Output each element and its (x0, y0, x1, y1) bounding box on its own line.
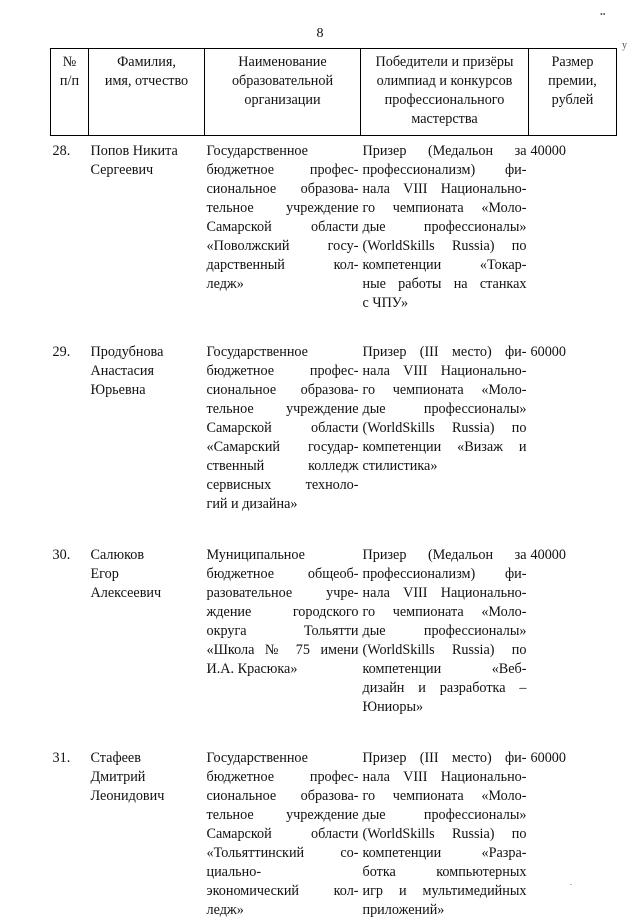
organization-line: ственный колледж (207, 457, 359, 476)
header-number: № п/п (51, 49, 89, 136)
award-description (361, 717, 529, 920)
award-line: нала VIII Национально- (363, 768, 527, 787)
award-line: компетенции «Разра- (363, 844, 527, 863)
organization-line: бюджетное общеоб- (207, 565, 359, 584)
organization-line: экономический кол- (207, 882, 359, 901)
organization-line: Самарской области (207, 419, 359, 438)
page-number: 8 (0, 26, 640, 42)
organization-line: «Тольяттинский со- (207, 844, 359, 863)
award-line: дые профессионалы» (363, 622, 527, 641)
awards-table (50, 48, 617, 920)
header-organization: Наименование образовательной организации (205, 49, 361, 136)
award-line: Призер (Медальон за (363, 546, 527, 565)
organization (205, 514, 361, 717)
name-line: Попов Никита (91, 142, 203, 161)
organization-line: сиональное образова- (207, 381, 359, 400)
organization-line: ледж» (207, 901, 359, 920)
margin-mark-right: у (622, 40, 627, 51)
name-line: Алексеевич (91, 584, 203, 603)
organization-line: тельное учреждение (207, 199, 359, 218)
award-description (361, 313, 529, 514)
award-line: (WorldSkills Russia) по (363, 419, 527, 438)
prize-amount: 60000 (529, 717, 617, 920)
row-number: 31. (51, 717, 89, 920)
organization-line: ждение городского (207, 603, 359, 622)
organization-line: бюджетное профес- (207, 161, 359, 180)
award-line: игр и мультимедийных (363, 882, 527, 901)
award-line: нала VIII Национально- (363, 584, 527, 603)
header-name: Фамилия, имя, отчество (89, 49, 205, 136)
award-line: го чемпионата «Моло- (363, 199, 527, 218)
organization-line: тельное учреждение (207, 400, 359, 419)
organization-line: «Поволжский госу- (207, 237, 359, 256)
name-line: Леонидович (91, 787, 203, 806)
award-line: стилистика» (363, 457, 527, 476)
award-line: Призер (III место) фи- (363, 749, 527, 768)
organization-line: гий и дизайна» (207, 495, 359, 514)
table-row (51, 313, 617, 514)
full-name (89, 136, 205, 314)
award-line: (WorldSkills Russia) по (363, 825, 527, 844)
organization (205, 136, 361, 314)
name-line: Егор (91, 565, 203, 584)
award-line: компетенции «Токар- (363, 256, 527, 275)
row-number: 29. (51, 313, 89, 514)
award-line: дые профессионалы» (363, 806, 527, 825)
name-line: Юрьевна (91, 381, 203, 400)
table-row (51, 717, 617, 920)
award-line: го чемпионата «Моло- (363, 381, 527, 400)
award-line: дые профессионалы» (363, 218, 527, 237)
award-line: ные работы на станках (363, 275, 527, 294)
award-line: приложений» (363, 901, 527, 920)
header-award: Победители и призёры олимпиад и конкурсов профессионального мастерства (361, 49, 529, 136)
row-number: 30. (51, 514, 89, 717)
organization-line: Государственное (207, 749, 359, 768)
prize-amount: 40000 (529, 136, 617, 314)
organization-line: бюджетное профес- (207, 768, 359, 787)
award-description (361, 136, 529, 314)
name-line: Стафеев (91, 749, 203, 768)
organization-line: сервисных техноло- (207, 476, 359, 495)
margin-mark-top: •• (600, 10, 606, 19)
award-line: (WorldSkills Russia) по (363, 237, 527, 256)
organization-line: Государственное (207, 142, 359, 161)
table-body (51, 136, 617, 920)
margin-mark-bottom: . (570, 878, 572, 887)
organization (205, 717, 361, 920)
full-name (89, 717, 205, 920)
name-line: Анастасия (91, 362, 203, 381)
name-line: Салюков (91, 546, 203, 565)
name-line: Сергеевич (91, 161, 203, 180)
award-line: компетенции «Веб- (363, 660, 527, 679)
organization (205, 313, 361, 514)
organization-line: «Самарский государ- (207, 438, 359, 457)
award-line: Юниоры» (363, 698, 527, 717)
table-row (51, 136, 617, 314)
organization-line: Муниципальное (207, 546, 359, 565)
award-line: нала VIII Национально- (363, 180, 527, 199)
name-line: Дмитрий (91, 768, 203, 787)
award-line: профессионализм) фи- (363, 565, 527, 584)
name-line: Продубнова (91, 343, 203, 362)
organization-line: ледж» (207, 275, 359, 294)
organization-line: Самарской области (207, 218, 359, 237)
award-line: профессионализм) фи- (363, 161, 527, 180)
organization-line: округа Тольятти (207, 622, 359, 641)
prize-amount: 60000 (529, 313, 617, 514)
table-row (51, 514, 617, 717)
award-line: (WorldSkills Russia) по (363, 641, 527, 660)
organization-line: И.А. Красюка» (207, 660, 359, 679)
table-header-row (51, 49, 617, 136)
award-line: ботка компьютерных (363, 863, 527, 882)
organization-line: тельное учреждение (207, 806, 359, 825)
organization-line: циально- (207, 863, 359, 882)
award-line: компетенции «Визаж и (363, 438, 527, 457)
organization-line: бюджетное профес- (207, 362, 359, 381)
organization-line: разовательное учре- (207, 584, 359, 603)
organization-line: «Школа № 75 имени (207, 641, 359, 660)
organization-line: Государственное (207, 343, 359, 362)
award-line: го чемпионата «Моло- (363, 603, 527, 622)
award-line: Призер (Медальон за (363, 142, 527, 161)
award-line: с ЧПУ» (363, 294, 527, 313)
organization-line: сиональное образова- (207, 787, 359, 806)
full-name (89, 313, 205, 514)
award-line: го чемпионата «Моло- (363, 787, 527, 806)
organization-line: дарственный кол- (207, 256, 359, 275)
header-prize: Размер премии, рублей (529, 49, 617, 136)
award-line: нала VIII Национально- (363, 362, 527, 381)
organization-line: Самарской области (207, 825, 359, 844)
award-line: Призер (III место) фи- (363, 343, 527, 362)
award-line: дые профессионалы» (363, 400, 527, 419)
award-line: дизайн и разработка – (363, 679, 527, 698)
prize-amount: 40000 (529, 514, 617, 717)
row-number: 28. (51, 136, 89, 314)
award-description (361, 514, 529, 717)
organization-line: сиональное образова- (207, 180, 359, 199)
full-name (89, 514, 205, 717)
